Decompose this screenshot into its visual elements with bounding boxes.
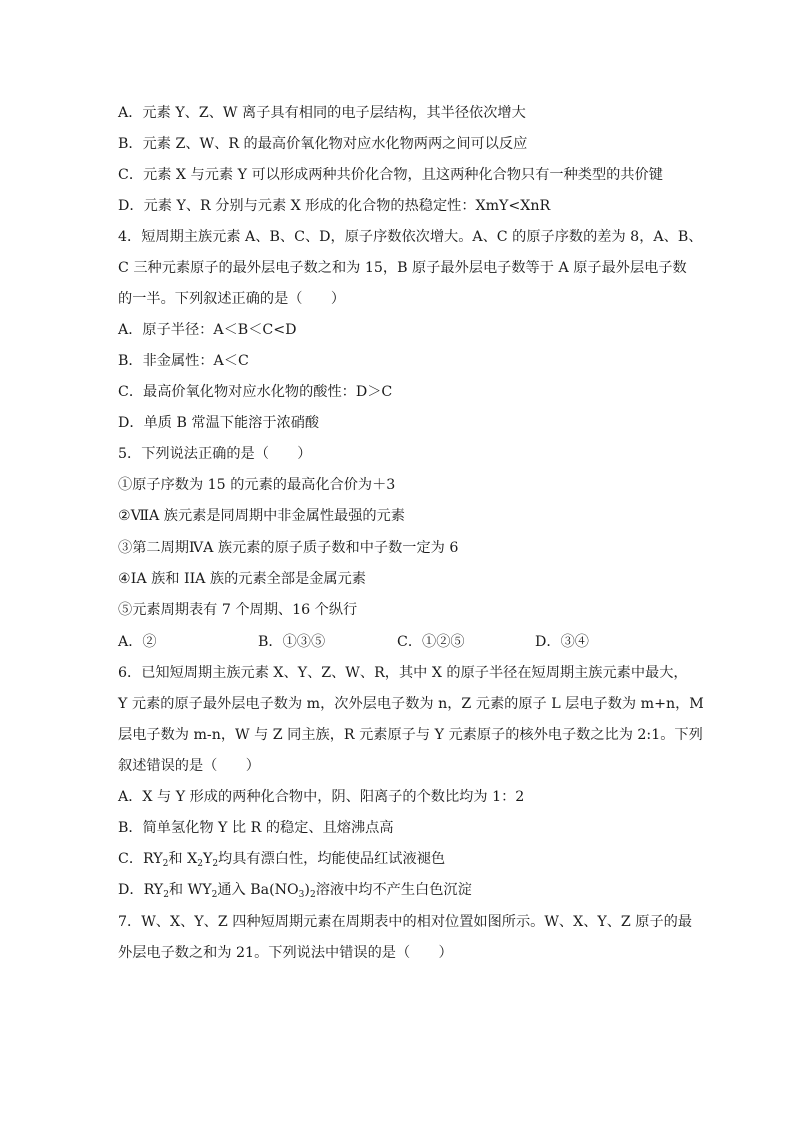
q5-option-d: D．③④ — [535, 634, 589, 650]
q5-option-c: C．①②⑤ — [397, 634, 465, 650]
q3-option-d: D．元素 Y、R 分别与元素 X 形成的化合物的热稳定性：XmY<XnR — [118, 198, 551, 214]
q5-item-4: ④IA 族和 IIA 族的元素全部是金属元素 — [118, 571, 366, 587]
q5-options-row — [118, 632, 678, 652]
q5-stem: 5．下列说法正确的是（ ） — [118, 446, 312, 462]
q6-stem-line-1: 6．已知短周期主族元素 X、Y、Z、W、R，其中 X 的原子半径在短周期主族元素中最大， — [118, 665, 688, 681]
q4-stem-line-3: 的一半。下列叙述正确的是（ ） — [118, 291, 346, 307]
q6-option-d: D．$RY_2$和 $WY_2$通入 $Ba(NO_3)_2$溶液中均不产生白色沉淀 — [118, 882, 472, 900]
q6-stem-line-3: 层电子数为 m-n，W 与 Z 同主族，R 元素原子与 Y 元素原子的核外电子数之比为 2:1。下列 — [118, 727, 703, 743]
q4-stem-line-1: 4．短周期主族元素 A、B、C、D，原子序数依次增大。A、C 的原子序数的差为 8，A、B、 — [118, 229, 703, 245]
q4-option-a: A．原子半径：A＜B＜C<D — [118, 322, 297, 338]
q3-option-a: A．元素 Y、Z、W 离子具有相同的电子层结构，其半径依次增大 — [118, 105, 526, 121]
q5-option-a: A．② — [118, 634, 157, 650]
q7-stem-line-2: 外层电子数之和为 21。下列说法中错误的是（ ） — [118, 945, 453, 961]
q5-item-1: ①原子序数为 15 的元素的最高化合价为＋3 — [118, 477, 396, 493]
q4-option-c: C．最高价氧化物对应水化物的酸性：D＞C — [118, 384, 393, 400]
q5-item-3: ③第二周期ⅣA 族元素的原子质子数和中子数一定为 6 — [118, 540, 459, 556]
q4-stem-line-2: C 三种元素原子的最外层电子数之和为 15，B 原子最外层电子数等于 A 原子最外层电子数 — [118, 260, 687, 276]
q3-option-b: B．元素 Z、W、R 的最高价氧化物对应水化物两两之间可以反应 — [118, 136, 528, 152]
q6-stem-line-4: 叙述错误的是（ ） — [118, 758, 260, 774]
q4-option-d: D．单质 B 常温下能溶于浓硝酸 — [118, 415, 320, 431]
q5-item-2: ②ⅦA 族元素是同周期中非金属性最强的元素 — [118, 508, 405, 524]
q5-item-5: ⑤元素周期表有 7 个周期、16 个纵行 — [118, 602, 358, 618]
q5-option-b: B．①③⑤ — [258, 634, 326, 650]
q6-stem-line-2: Y 元素的原子最外层电子数为 m，次外层电子数为 n，Z 元素的原子 L 层电子数为 m+n，M — [118, 696, 704, 712]
q6-option-c: C．$RY_2$和 $X_2Y_2$均具有漂白性，均能使品红试液褪色 — [118, 851, 446, 869]
q7-stem-line-1: 7．W、X、Y、Z 四种短周期元素在周期表中的相对位置如图所示。W、X、Y、Z 原子的最 — [118, 914, 693, 930]
q4-option-b: B．非金属性：A＜C — [118, 353, 249, 369]
q6-option-a: A．X 与 Y 形成的两种化合物中，阴、阳离子的个数比均为 1：2 — [118, 789, 525, 805]
q6-option-b: B．简单氢化物 Y 比 R 的稳定、且熔沸点高 — [118, 820, 394, 836]
q3-option-c: C．元素 X 与元素 Y 可以形成两种共价化合物，且这两种化合物只有一种类型的共价键 — [118, 167, 663, 183]
